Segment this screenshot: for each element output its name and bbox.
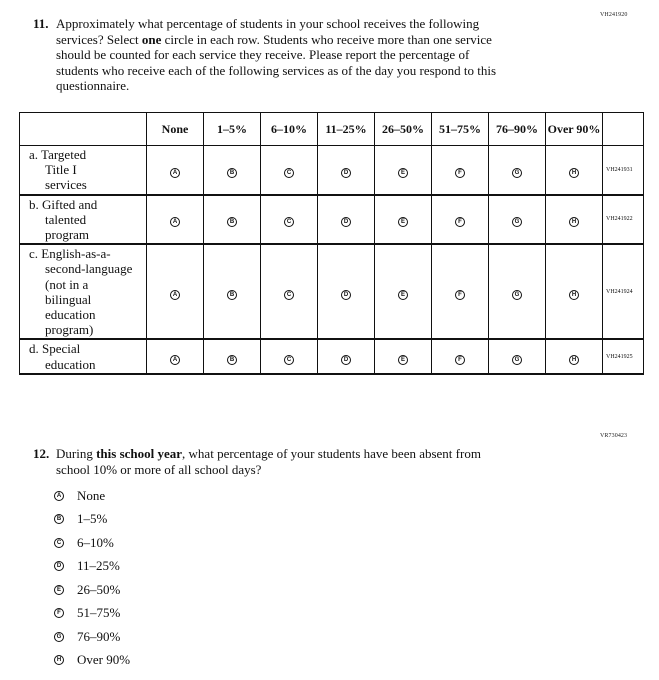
grid-header-blank bbox=[20, 113, 147, 146]
row-label-line: Title I bbox=[45, 162, 77, 178]
question-11-number: 11. bbox=[33, 16, 49, 31]
response-cell bbox=[261, 339, 318, 373]
row-label-line: education bbox=[45, 356, 96, 372]
response-bubble[interactable]: H bbox=[569, 168, 579, 178]
answer-bubble[interactable]: D bbox=[54, 561, 64, 571]
column-header: None bbox=[147, 113, 204, 146]
response-cell bbox=[147, 195, 204, 245]
answer-label: 76–90% bbox=[77, 629, 121, 644]
row-label-line: education bbox=[45, 307, 96, 323]
response-bubble[interactable]: C bbox=[284, 168, 294, 178]
grid-row bbox=[20, 195, 644, 245]
answer-label: None bbox=[77, 488, 106, 503]
question-11-text bbox=[56, 16, 576, 94]
response-cell bbox=[432, 244, 489, 339]
response-bubble[interactable]: H bbox=[569, 290, 579, 300]
response-bubble[interactable]: A bbox=[170, 290, 180, 300]
column-header: 26–50% bbox=[375, 113, 432, 146]
response-bubble[interactable]: A bbox=[170, 217, 180, 227]
row-label-line: second-language bbox=[45, 261, 133, 277]
response-bubble[interactable]: B bbox=[227, 217, 237, 227]
answer-bubble[interactable]: F bbox=[54, 608, 64, 618]
row-label-line: program) bbox=[45, 322, 94, 338]
grid-row bbox=[20, 244, 644, 339]
row-label bbox=[20, 339, 147, 373]
row-label-line: services bbox=[45, 177, 87, 193]
response-cell bbox=[432, 339, 489, 373]
response-bubble[interactable]: C bbox=[284, 355, 294, 365]
response-cell bbox=[204, 339, 261, 373]
answer-option[interactable] bbox=[54, 652, 130, 668]
row-label bbox=[20, 195, 147, 245]
answer-option[interactable] bbox=[54, 605, 120, 621]
response-bubble[interactable]: D bbox=[341, 217, 351, 227]
answer-bubble[interactable]: B bbox=[54, 514, 64, 524]
response-cell bbox=[375, 195, 432, 245]
response-cell bbox=[204, 146, 261, 195]
answer-bubble[interactable]: G bbox=[54, 632, 64, 642]
response-cell bbox=[375, 244, 432, 339]
response-cell bbox=[546, 146, 603, 195]
response-bubble[interactable]: B bbox=[227, 355, 237, 365]
response-bubble[interactable]: G bbox=[512, 168, 522, 178]
question-11-line-3: should be counted for each service they receive. Please report the percentage of bbox=[56, 47, 470, 62]
response-bubble[interactable]: F bbox=[455, 290, 465, 300]
response-cell bbox=[375, 146, 432, 195]
row-code: VH241925 bbox=[603, 339, 644, 373]
answer-label: 1–5% bbox=[77, 511, 108, 526]
response-cell bbox=[261, 195, 318, 245]
answer-label: 11–25% bbox=[77, 558, 120, 573]
question-11-grid bbox=[19, 112, 644, 375]
question-12-number: 12. bbox=[33, 446, 50, 461]
response-cell bbox=[489, 244, 546, 339]
question-11-line-2: services? Select one circle in each row. Students who receive more than one service bbox=[56, 31, 492, 47]
question-12-text bbox=[56, 446, 576, 477]
row-label-line: d. Special bbox=[29, 341, 81, 357]
answer-option[interactable] bbox=[54, 629, 120, 645]
answer-bubble[interactable]: H bbox=[54, 655, 64, 665]
question-11-line-5: questionnaire. bbox=[56, 78, 130, 93]
response-bubble[interactable]: E bbox=[398, 290, 408, 300]
row-label-line: (not in a bbox=[45, 276, 89, 292]
response-cell bbox=[489, 339, 546, 373]
row-code: VH241922 bbox=[603, 195, 644, 245]
response-cell bbox=[546, 339, 603, 373]
row-code: VH241931 bbox=[603, 146, 644, 195]
response-cell bbox=[318, 244, 375, 339]
row-label-line: b. Gifted and bbox=[29, 196, 98, 212]
question-11-line-1: Approximately what percentage of students in your school receives the following bbox=[56, 16, 480, 31]
column-header: 1–5% bbox=[204, 113, 261, 146]
response-cell bbox=[204, 244, 261, 339]
grid-row bbox=[20, 146, 644, 195]
response-cell bbox=[318, 339, 375, 373]
response-bubble[interactable]: G bbox=[512, 290, 522, 300]
response-cell bbox=[489, 195, 546, 245]
response-cell bbox=[147, 244, 204, 339]
answer-bubble[interactable]: E bbox=[54, 585, 64, 595]
response-cell bbox=[546, 195, 603, 245]
response-cell bbox=[375, 339, 432, 373]
response-bubble[interactable]: G bbox=[512, 355, 522, 365]
row-label bbox=[20, 244, 147, 339]
row-label-line: a. Targeted bbox=[29, 147, 87, 162]
response-bubble[interactable]: C bbox=[284, 290, 294, 300]
answer-label: 6–10% bbox=[77, 535, 114, 550]
answer-option[interactable] bbox=[54, 511, 107, 527]
grid-row bbox=[20, 339, 644, 373]
response-bubble[interactable]: C bbox=[284, 217, 294, 227]
answer-bubble[interactable]: A bbox=[54, 491, 64, 501]
response-bubble[interactable]: D bbox=[341, 290, 351, 300]
response-bubble[interactable]: E bbox=[398, 217, 408, 227]
row-label-line: talented bbox=[45, 211, 87, 227]
response-bubble[interactable]: F bbox=[455, 355, 465, 365]
response-bubble[interactable]: H bbox=[569, 355, 579, 365]
row-label bbox=[20, 146, 147, 195]
response-cell bbox=[432, 195, 489, 245]
response-cell bbox=[318, 146, 375, 195]
row-label-line: program bbox=[45, 227, 90, 243]
column-header: 51–75% bbox=[432, 113, 489, 146]
response-cell bbox=[261, 244, 318, 339]
response-cell bbox=[489, 146, 546, 195]
answer-option[interactable] bbox=[54, 488, 105, 504]
response-bubble[interactable]: H bbox=[569, 217, 579, 227]
response-bubble[interactable]: B bbox=[227, 290, 237, 300]
response-bubble[interactable]: E bbox=[398, 355, 408, 365]
question-11-code: VH241920 bbox=[600, 12, 628, 18]
response-bubble[interactable]: G bbox=[512, 217, 522, 227]
grid-header-code-blank bbox=[603, 113, 644, 146]
response-cell bbox=[147, 339, 204, 373]
response-bubble[interactable]: F bbox=[455, 168, 465, 178]
response-bubble[interactable]: E bbox=[398, 168, 408, 178]
question-12-code: VR730423 bbox=[600, 433, 628, 439]
response-bubble[interactable]: D bbox=[341, 168, 351, 178]
column-header: 6–10% bbox=[261, 113, 318, 146]
response-cell bbox=[147, 146, 204, 195]
response-cell bbox=[432, 146, 489, 195]
response-bubble[interactable]: A bbox=[170, 168, 180, 178]
answer-label: Over 90% bbox=[77, 652, 131, 667]
row-label-line: c. English-as-a- bbox=[29, 246, 111, 262]
answer-option[interactable] bbox=[54, 582, 120, 598]
response-bubble[interactable]: F bbox=[455, 217, 465, 227]
question-12-line-1: During this school year, what percentage of your students have been absent from bbox=[56, 446, 481, 461]
column-header: 11–25% bbox=[318, 113, 375, 146]
answer-option[interactable] bbox=[54, 558, 120, 574]
column-header: 76–90% bbox=[489, 113, 546, 146]
response-cell bbox=[318, 195, 375, 245]
answer-bubble[interactable]: C bbox=[54, 538, 64, 548]
response-bubble[interactable]: D bbox=[341, 355, 351, 365]
column-header: Over 90% bbox=[546, 113, 603, 146]
answer-label: 26–50% bbox=[77, 582, 121, 597]
question-11-line-4: students who receive each of the following services as of the day you respond to this bbox=[56, 62, 497, 78]
row-label-line: bilingual bbox=[45, 291, 92, 307]
response-cell bbox=[204, 195, 261, 245]
response-cell bbox=[546, 244, 603, 339]
response-bubble[interactable]: A bbox=[170, 355, 180, 365]
grid-header-row bbox=[20, 113, 644, 146]
response-bubble[interactable]: B bbox=[227, 168, 237, 178]
question-12-line-2: school 10% or more of all school days? bbox=[56, 461, 262, 477]
row-code: VH241924 bbox=[603, 244, 644, 339]
response-cell bbox=[261, 146, 318, 195]
answer-option[interactable] bbox=[54, 535, 114, 551]
answer-label: 51–75% bbox=[77, 605, 121, 620]
